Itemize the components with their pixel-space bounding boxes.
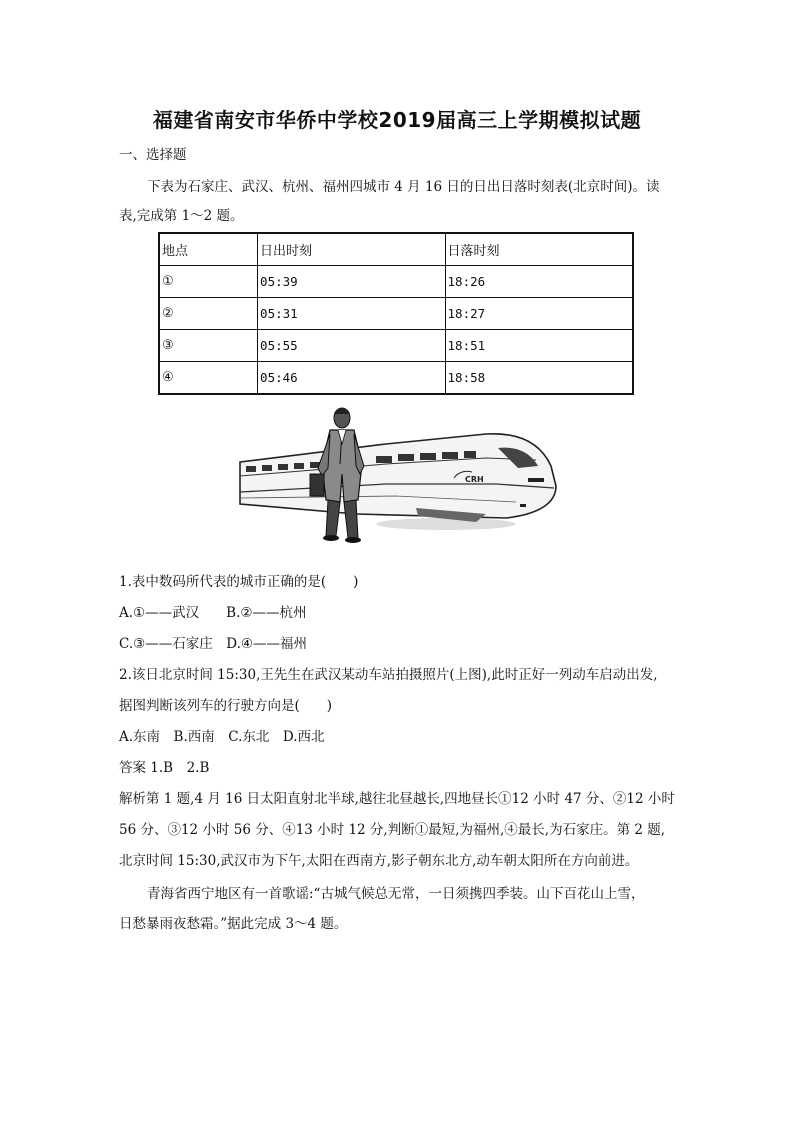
table-cell-place: ④ bbox=[159, 362, 258, 395]
page-title: 福建省南安市华侨中学校2019届高三上学期模拟试题 bbox=[152, 108, 642, 132]
table-row bbox=[159, 298, 633, 330]
table-header-cell: 地点 bbox=[159, 233, 258, 266]
question-2-stem-line-2: 据图判断该列车的行驶方向是( ) bbox=[119, 698, 333, 714]
table-header-row bbox=[159, 233, 633, 266]
question-1-options-ab: A.①——武汉 B.②——杭州 bbox=[119, 605, 307, 621]
table-cell-sunset: 18:27 bbox=[445, 298, 633, 330]
sunrise-sunset-table bbox=[158, 232, 634, 395]
table-cell-place: ③ bbox=[159, 330, 258, 362]
table-cell-place: ① bbox=[159, 266, 258, 298]
next-intro-line-1: 青海省西宁地区有一首歌谣:“古城气候总无常，一日须携四季装。山下百花山上雪， bbox=[147, 886, 645, 902]
question-1-stem: 1.表中数码所代表的城市正确的是( ) bbox=[119, 574, 359, 590]
table-cell-sunset: 18:51 bbox=[445, 330, 633, 362]
table-header-cell: 日落时刻 bbox=[445, 233, 633, 266]
table-row bbox=[159, 266, 633, 298]
table-row bbox=[159, 362, 633, 395]
train-icon bbox=[240, 434, 556, 522]
question-2-options: A.东南 B.西南 C.东北 D.西北 bbox=[119, 729, 325, 745]
analysis-line-2: 56 分、③12 小时 56 分、④13 小时 12 分,判断①最短,为福州,④最长,为石家庄。第 2 题, bbox=[119, 822, 666, 838]
table-cell-place: ② bbox=[159, 298, 258, 330]
train-photo-illustration bbox=[236, 404, 558, 560]
analysis-line-3: 北京时间 15:30,武汉市为下午,太阳在西南方,影子朝东北方,动车朝太阳所在方向前进。 bbox=[119, 853, 639, 869]
table-header-cell: 日出时刻 bbox=[258, 233, 445, 266]
table-cell-sunrise: 05:31 bbox=[258, 298, 445, 330]
table-cell-sunrise: 05:55 bbox=[258, 330, 445, 362]
table-cell-sunset: 18:26 bbox=[445, 266, 633, 298]
intro-line-1: 下表为石家庄、武汉、杭州、福州四城市 4 月 16 日的日出日落时刻表(北京时间)。读 bbox=[147, 179, 660, 195]
question-2-stem-line-1: 2.该日北京时间 15:30,王先生在武汉某动车站拍摄照片(上图),此时正好一列动车启动出发, bbox=[119, 667, 658, 683]
section-heading: 一、选择题 bbox=[119, 147, 187, 163]
table-row bbox=[159, 330, 633, 362]
table-cell-sunrise: 05:39 bbox=[258, 266, 445, 298]
table-cell-sunrise: 05:46 bbox=[258, 362, 445, 395]
question-1-options-cd: C.③——石家庄 D.④——福州 bbox=[119, 636, 307, 652]
analysis-line-1: 解析第 1 题,4 月 16 日太阳直射北半球,越往北昼越长,四地昼长①12 小时 47 分、②12 小时 bbox=[119, 791, 675, 807]
table-cell-sunset: 18:58 bbox=[445, 362, 633, 395]
intro-line-2: 表,完成第 1～2 题。 bbox=[119, 208, 244, 224]
ground-shadow bbox=[376, 518, 516, 530]
next-intro-line-2: 日愁暴雨夜愁霜。”据此完成 3～4 题。 bbox=[119, 916, 348, 932]
answer-line: 答案 1.B 2.B bbox=[119, 760, 210, 776]
train-logo: CRH bbox=[465, 475, 484, 484]
walking-man-figure bbox=[310, 408, 364, 543]
